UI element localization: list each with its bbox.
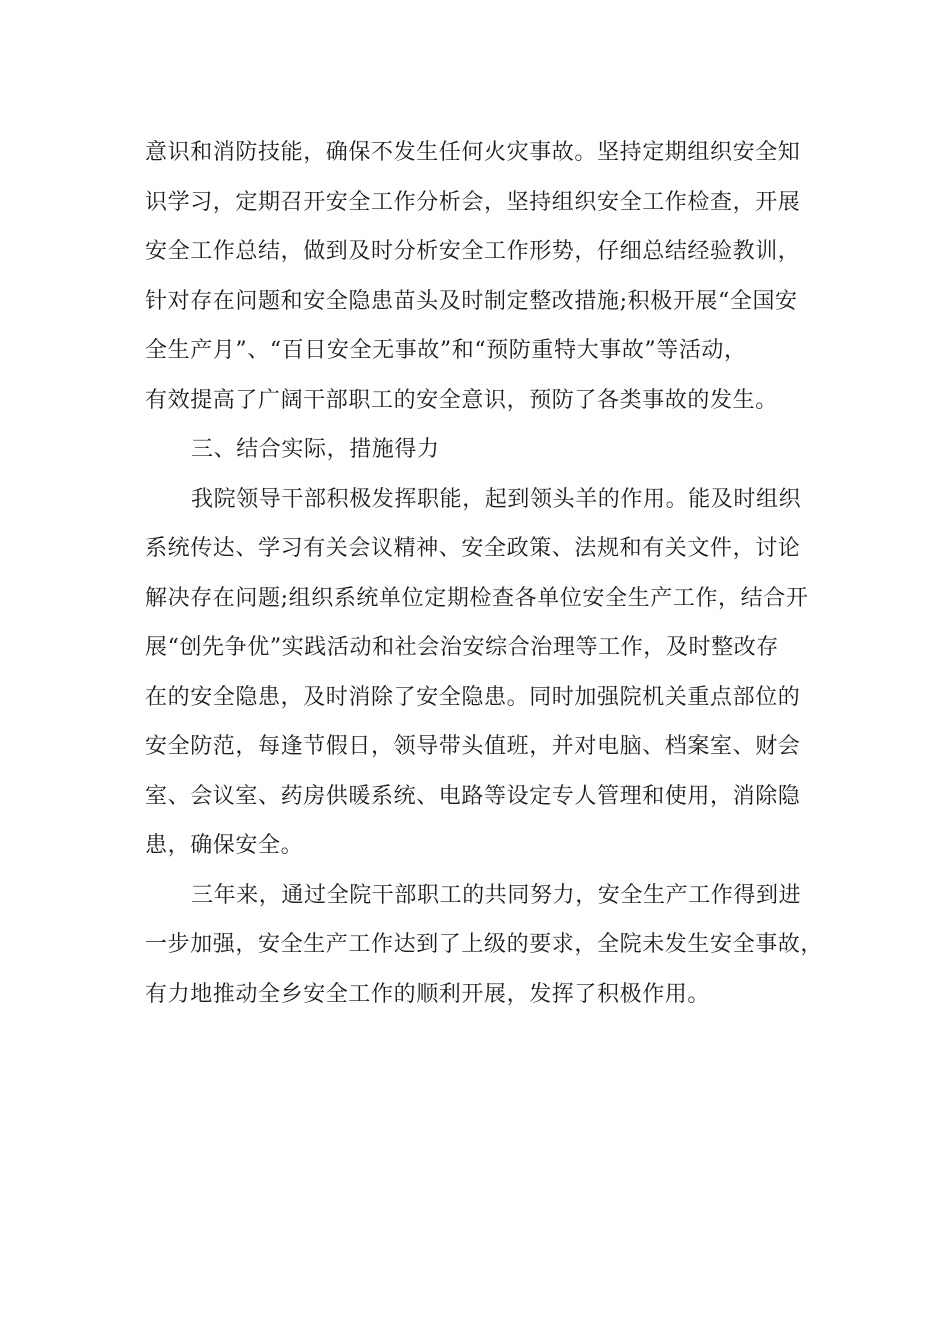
text-line: 患，确保安全。: [145, 833, 304, 858]
paragraph-safety-training: [145, 128, 823, 425]
text-line: 针对存在问题和安全隐患苗头及时制定整改措施;积极开展“全国安: [145, 288, 798, 314]
text-line: 系统传达、学习有关会议精神、安全政策、法规和有关文件，讨论: [145, 536, 801, 561]
paragraph-summary: [145, 871, 823, 1020]
text-line: 有效提高了广阔干部职工的安全意识，预防了各类事故的发生。: [145, 387, 778, 413]
text-line: 我院领导干部积极发挥职能，起到领头羊的作用。能及时组织: [191, 486, 802, 512]
text-line: 展“创先争优”实践活动和社会治安综合治理等工作，及时整改存: [145, 635, 779, 660]
section-heading: 三、结合实际，措施得力: [191, 437, 440, 462]
document-body: [145, 128, 823, 1019]
text-line: 安全防范，每逢节假日，领导带头值班，并对电脑、档案室、财会: [145, 734, 801, 759]
text-line: 室、会议室、药房供暖系统、电路等设定专人管理和使用，消除隐: [145, 783, 801, 809]
text-line: 意识和消防技能，确保不发生任何火灾事故。坚持定期组织安全知: [145, 140, 801, 165]
text-line: 三年来，通过全院干部职工的共同努力，安全生产工作得到进: [191, 882, 802, 908]
text-line: 全生产月”、“百日安全无事故”和“预防重特大事故”等活动，: [145, 338, 747, 363]
text-line: 安全工作总结，做到及时分析安全工作形势，仔细总结经验教训，: [145, 239, 801, 264]
text-line: 解决存在问题;组织系统单位定期检查各单位安全生产工作，结合开: [145, 585, 809, 611]
text-line: 识学习，定期召开安全工作分析会，坚持组织安全工作检查，开展: [145, 189, 801, 215]
paragraph-leadership-measures: [145, 475, 823, 871]
text-line: 在的安全隐患，及时消除了安全隐患。同时加强院机关重点部位的: [145, 684, 801, 710]
text-line: 一步加强，安全生产工作达到了上级的要求，全院未发生安全事故，: [145, 932, 824, 957]
text-line: 有力地推动全乡安全工作的顺利开展，发挥了积极作用。: [145, 981, 711, 1007]
